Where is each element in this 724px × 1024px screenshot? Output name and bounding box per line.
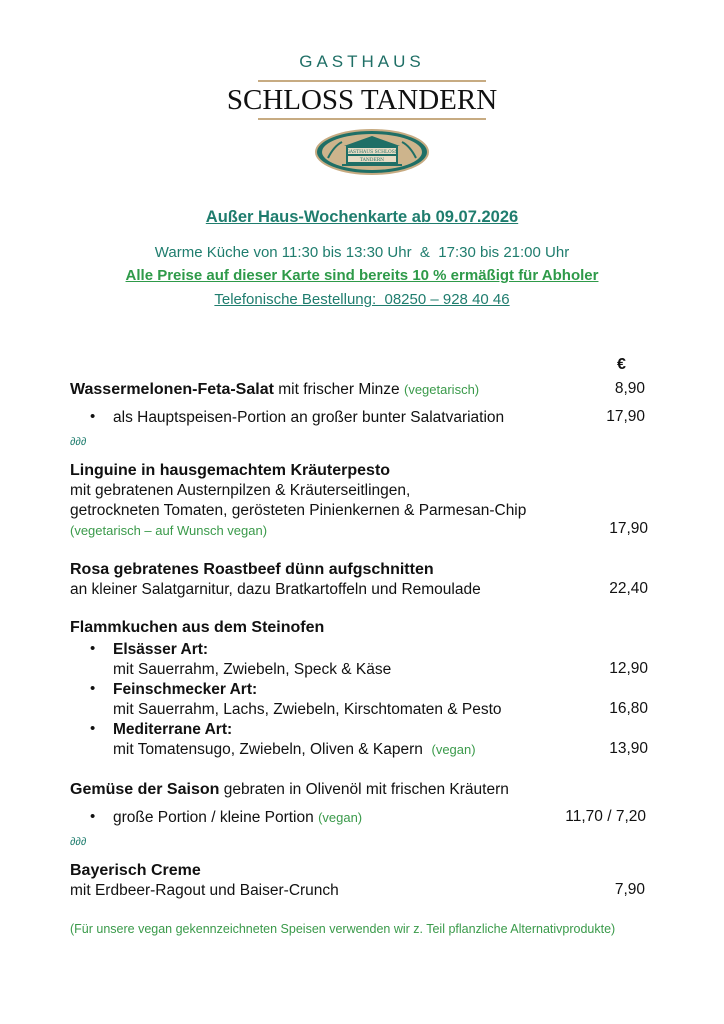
header-gasthaus: GASTHAUS (299, 52, 425, 71)
flammkuchen-item-desc: mit Sauerrahm, Zwiebeln, Speck & Käse (113, 661, 392, 678)
logo-text-top: GASTHAUS SCHLOSS (346, 150, 398, 155)
dessert-price: 7,90 (614, 881, 645, 898)
flammkuchen-item-price: 16,80 (609, 700, 648, 717)
separator-icon: ∂∂∂ (70, 836, 87, 848)
gemuese-line (70, 780, 509, 800)
flammkuchen-item-desc: mit Tomatensugo, Zwiebeln, Oliven & Kapern (113, 741, 423, 758)
header-rule-bottom (258, 118, 486, 120)
gemuese-tag: (vegan) (318, 810, 363, 825)
flammkuchen-item-name: Elsässer Art: (113, 641, 209, 658)
bullet-icon: • (90, 680, 96, 697)
roastbeef-price: 22,40 (609, 580, 648, 597)
salad-sub: als Hauptspeisen-Portion an großer bunter Salatvariation (113, 409, 505, 426)
dessert-desc: mit Erdbeer-Ragout und Baiser-Crunch (70, 882, 339, 899)
bullet-icon: • (90, 720, 96, 737)
flammkuchen-item-line (113, 740, 476, 760)
kitchen-hours: Warme Küche von 11:30 bis 13:30 Uhr & 17:30 bis 21:00 Uhr (154, 244, 570, 261)
roastbeef-desc: an kleiner Salatgarnitur, dazu Bratkartoffeln und Remoulade (70, 581, 481, 598)
dessert-name: Bayerisch Creme (70, 862, 201, 879)
castle-logo-icon (314, 128, 430, 176)
currency-symbol: € (617, 356, 626, 373)
linguine-tag: (vegetarisch – auf Wunsch vegan) (70, 523, 268, 538)
flammkuchen-name: Flammkuchen aus dem Steinofen (70, 619, 325, 636)
phone-order[interactable]: Telefonische Bestellung: 08250 – 928 40 46 (214, 291, 510, 308)
flammkuchen-item-price: 13,90 (609, 740, 648, 757)
gemuese-name: Gemüse der Saison (70, 781, 220, 798)
bullet-icon: • (90, 640, 96, 657)
salad-name: Wassermelonen-Feta-Salat (70, 381, 274, 398)
separator-icon: ∂∂∂ (70, 436, 87, 448)
gemuese-sub-line (113, 808, 362, 828)
linguine-desc1: mit gebratenen Austernpilzen & Kräuterseitlingen, (70, 482, 411, 499)
vegan-footnote: (Für unsere vegan gekennzeichneten Speisen verwenden wir z. Teil pflanzliche Alternativprodukte) (70, 922, 616, 936)
salad-tag: (vegetarisch) (403, 382, 480, 397)
bullet-icon: • (90, 808, 96, 825)
salad-desc: mit frischer Minze (278, 381, 400, 398)
gemuese-price: 11,70 / 7,20 (565, 808, 646, 825)
flammkuchen-item-name: Mediterrane Art: (113, 721, 233, 738)
flammkuchen-item-name: Feinschmecker Art: (113, 681, 258, 698)
flammkuchen-item-tag: (vegan) (431, 742, 476, 757)
gemuese-desc: gebraten in Olivenöl mit frischen Kräutern (223, 781, 509, 798)
roastbeef-name: Rosa gebratenes Roastbeef dünn aufgschnitten (70, 561, 434, 578)
header-title: SCHLOSS TANDERN (226, 84, 498, 116)
salad-price: 8,90 (614, 380, 645, 397)
linguine-price: 17,90 (609, 520, 648, 537)
salad-line (70, 380, 479, 400)
discount-note: Alle Preise auf dieser Karte sind bereits 10 % ermäßigt für Abholer (125, 267, 599, 284)
linguine-name: Linguine in hausgemachtem Kräuterpesto (70, 462, 391, 479)
flammkuchen-item-price: 12,90 (609, 660, 648, 677)
linguine-desc2: getrockneten Tomaten, gerösteten Pinienkernen & Parmesan-Chip (70, 502, 527, 519)
logo-text-bottom: TANDERN (359, 158, 385, 163)
salad-sub-price: 17,90 (606, 408, 645, 425)
menu-title: Außer Haus-Wochenkarte ab 09.07.2026 (205, 208, 519, 226)
flammkuchen-item-desc: mit Sauerrahm, Lachs, Zwiebeln, Kirschtomaten & Pesto (113, 701, 502, 718)
gemuese-sub: große Portion / kleine Portion (113, 809, 314, 826)
bullet-icon: • (90, 408, 96, 425)
header-rule-top (258, 80, 486, 82)
